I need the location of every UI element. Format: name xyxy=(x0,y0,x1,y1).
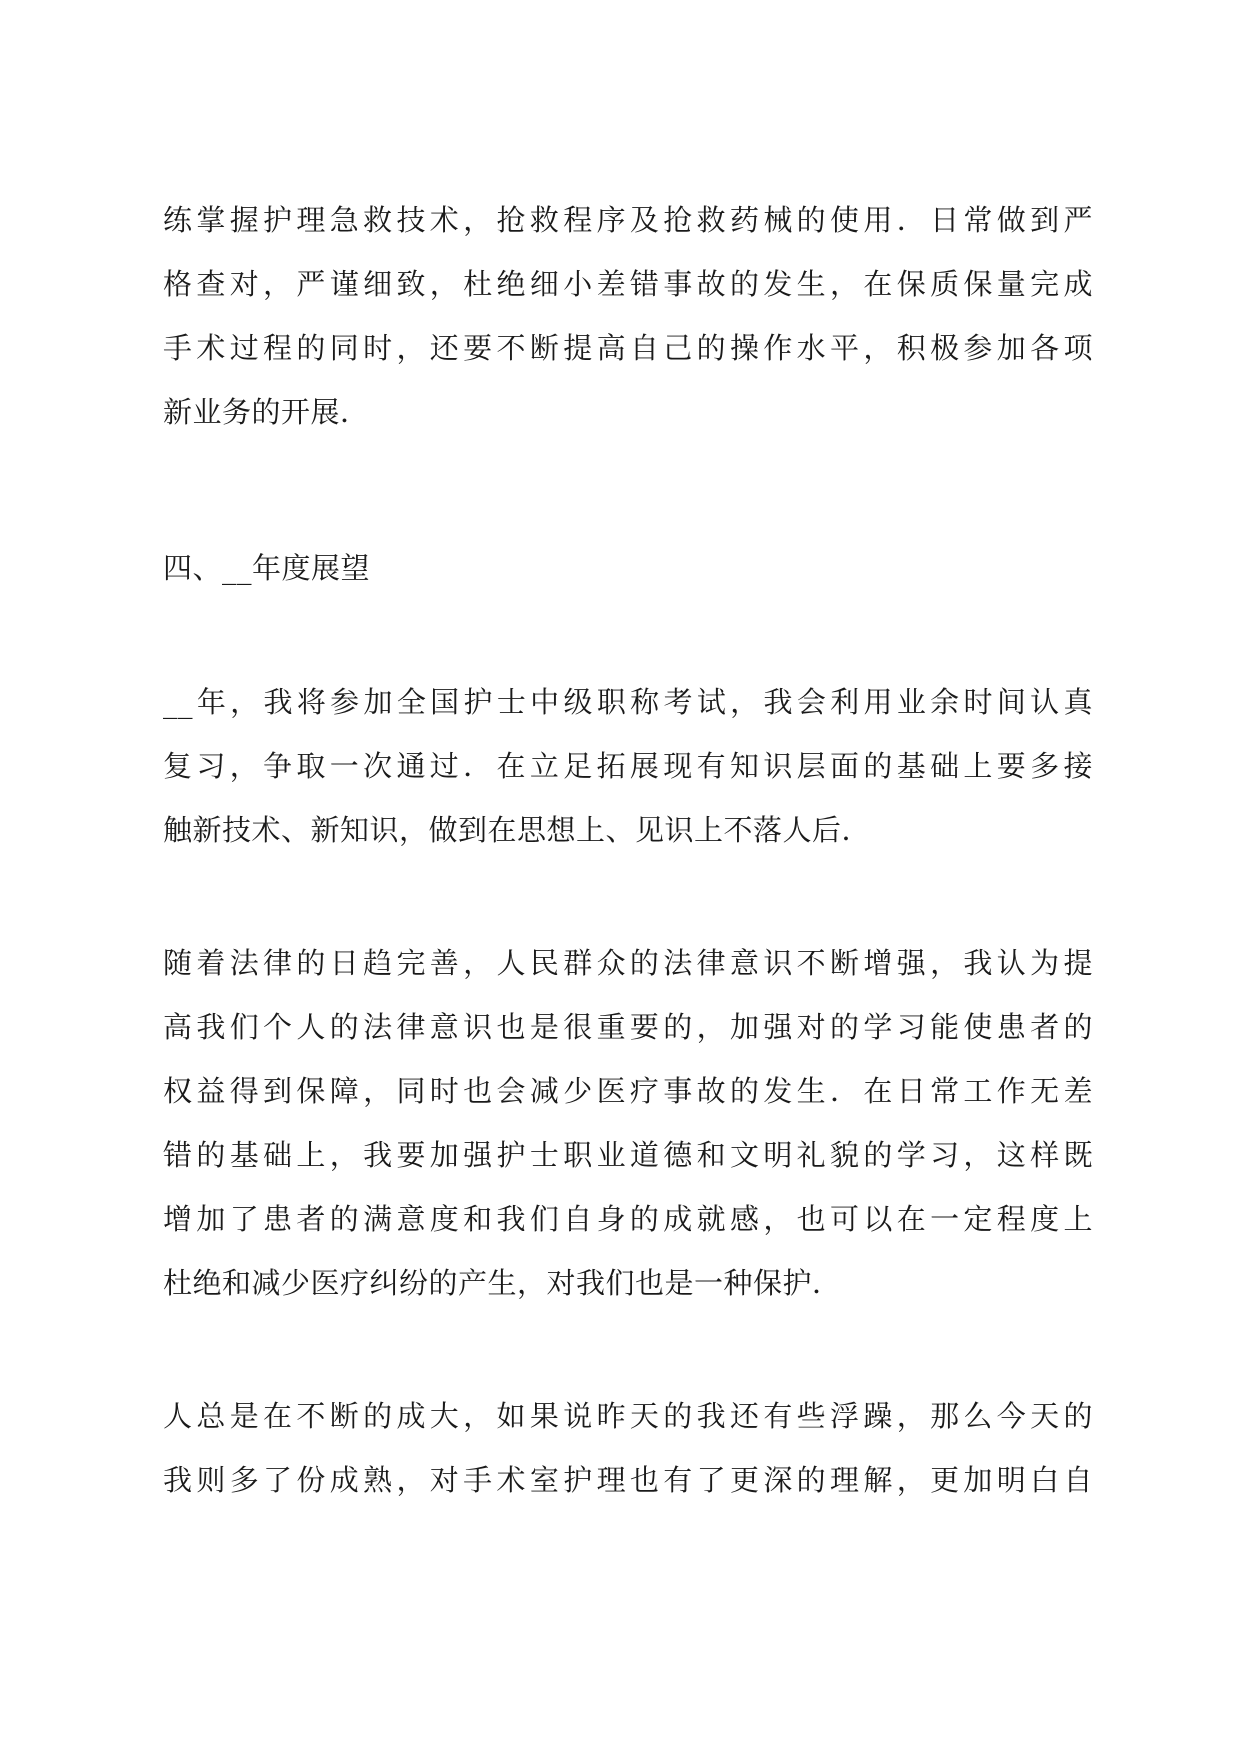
paragraph-1-line-3: 手术过程的同时，还要不断提高自己的操作水平，积极参加各项 xyxy=(163,331,1093,365)
paragraph-2-line-1: __年，我将参加全国护士中级职称考试，我会利用业余时间认真 xyxy=(163,685,1093,719)
paragraph-3-line-2: 高我们个人的法律意识也是很重要的，加强对的学习能使患者的 xyxy=(163,1010,1093,1044)
paragraph-3-line-5: 增加了患者的满意度和我们自身的成就感，也可以在一定程度上 xyxy=(163,1202,1093,1236)
section-heading: 四、__年度展望 xyxy=(163,551,371,585)
paragraph-3-line-6: 杜绝和减少医疗纠纷的产生，对我们也是一种保护． xyxy=(163,1266,842,1300)
paragraph-2-line-3: 触新技术、新知识，做到在思想上、见识上不落人后． xyxy=(163,813,872,847)
paragraph-4-line-1: 人总是在不断的成大，如果说昨天的我还有些浮躁，那么今天的 xyxy=(163,1399,1093,1433)
paragraph-4-line-2: 我则多了份成熟，对手术室护理也有了更深的理解，更加明白自 xyxy=(163,1463,1093,1497)
paragraph-2-line-2: 复习，争取一次通过．在立足拓展现有知识层面的基础上要多接 xyxy=(163,749,1093,783)
paragraph-3-line-1: 随着法律的日趋完善，人民群众的法律意识不断增强，我认为提 xyxy=(163,946,1093,980)
paragraph-1-line-2: 格查对，严谨细致，杜绝细小差错事故的发生，在保质保量完成 xyxy=(163,267,1093,301)
paragraph-3-line-4: 错的基础上，我要加强护士职业道德和文明礼貌的学习，这样既 xyxy=(163,1138,1093,1172)
paragraph-1-line-4: 新业务的开展． xyxy=(163,395,370,429)
paragraph-1-line-1: 练掌握护理急救技术，抢救程序及抢救药械的使用．日常做到严 xyxy=(163,203,1093,237)
paragraph-3-line-3: 权益得到保障，同时也会减少医疗事故的发生．在日常工作无差 xyxy=(163,1074,1093,1108)
